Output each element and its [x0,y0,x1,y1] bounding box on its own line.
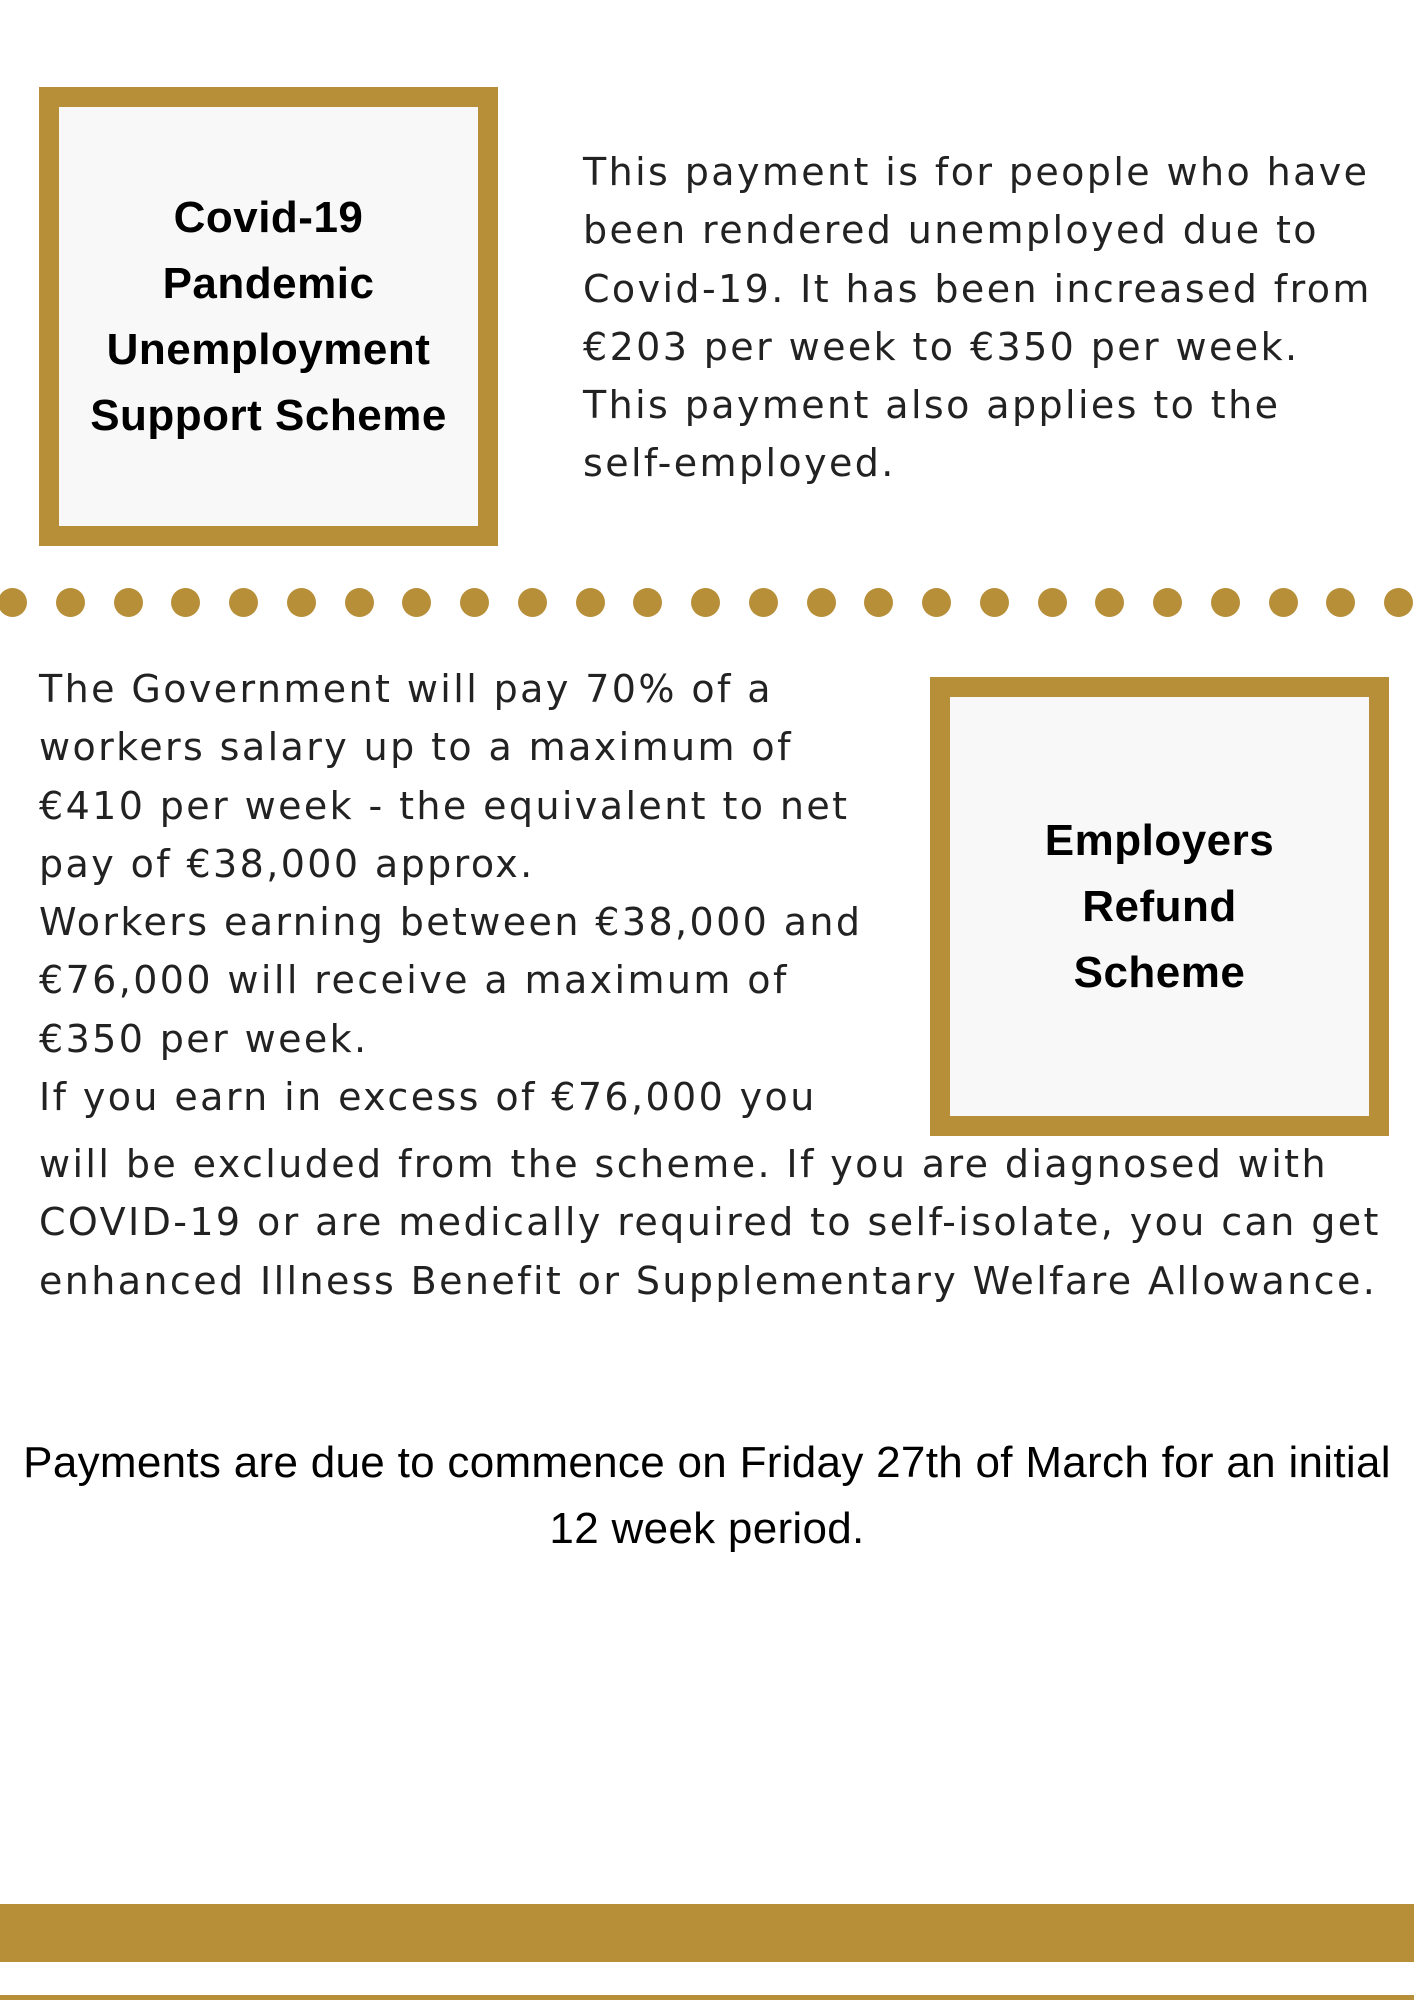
divider-dot [633,588,662,617]
divider-dot [1153,588,1182,617]
divider-dot [1326,588,1355,617]
employers-refund-title-box [930,677,1389,1136]
divider-dot [691,588,720,617]
divider-dot [864,588,893,617]
pandemic-unemployment-paragraph-2: This payment also applies to the self-employed. [583,383,1281,486]
pandemic-unemployment-title-box [39,87,498,546]
divider-dot [1038,588,1067,617]
divider-dot [460,588,489,617]
employers-refund-paragraph-1: The Government will pay 70% of a workers salary up to a maximum of €410 per week - the equivalent to net pay of €38,000 approx. [39,667,850,886]
employers-refund-paragraph-2: Workers earning between €38,000 and €76,000 will receive a maximum of €350 per week. [39,900,863,1061]
divider-dot [980,588,1009,617]
divider-dot [402,588,431,617]
divider-dot [922,588,951,617]
employers-refund-description [39,660,909,1126]
divider-dot [807,588,836,617]
employers-refund-paragraph-3-start: If you earn in excess of €76,000 you [39,1075,817,1120]
divider-dot [576,588,605,617]
divider-dot [345,588,374,617]
footer-band [0,1904,1414,1962]
divider-dot [518,588,547,617]
divider-dot [287,588,316,617]
payment-commencement-note: Payments are due to commence on Friday 27th of March for an initial 12 week period. [23,1438,1391,1553]
divider-dot [1211,588,1240,617]
employers-refund-paragraph-3-rest: will be excluded from the scheme. If you are diagnosed with COVID-19 or are medically required to self-isolate, you can get enhanced Illness Benefit or Supplementary Welfare Allowance. [39,1142,1381,1303]
divider-dot [56,588,85,617]
employers-refund-continuation [39,1135,1389,1310]
divider-dot [1384,588,1413,617]
divider-dot [0,588,27,617]
pandemic-unemployment-title: Covid-19 Pandemic Unemployment Support Scheme [90,192,447,440]
footer-line [0,1995,1414,2000]
divider-dot [171,588,200,617]
pandemic-unemployment-paragraph-1: This payment is for people who have been rendered unemployed due to Covid-19. It has been increased from €203 per week to €350 per week. [583,150,1372,369]
divider-dot [1269,588,1298,617]
divider-dot [749,588,778,617]
dotted-divider [0,588,1414,618]
divider-dot [229,588,258,617]
employers-refund-title: Employers Refund Scheme [1044,815,1275,997]
pandemic-unemployment-description [583,143,1383,493]
divider-dot [114,588,143,617]
divider-dot [1095,588,1124,617]
